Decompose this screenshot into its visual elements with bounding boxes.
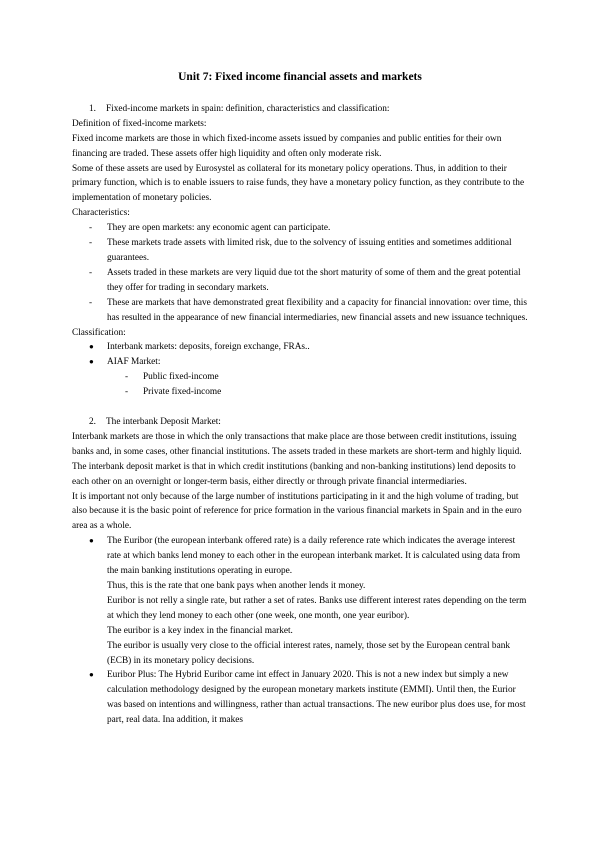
interbank-paragraph-3: It is important not only because of the large number of institutions participating in it and the high volume of trading, but also because it is the basic point of reference for price formation in the various financial markets in Spain and in the euro area as a whole. (72, 491, 522, 532)
section-2-number: 2. (89, 417, 96, 428)
interbank-paragraph-2: The interbank deposit market is that in which credit institutions (banking and non-banking institutions) lend deposits to each other on an overnight or longer-term basis, either directly or through private financial intermediaries. (72, 461, 516, 487)
dash-marker: - (89, 223, 93, 234)
list-item-text: AIAF Market: (107, 357, 161, 368)
interbank-paragraph-1: Interbank markets are those in which the only transactions that make place are those between credit institutions, issuing banks and, in some cases, other financial institutions. The assets traded in these markets are short-term and highly liquid. (72, 431, 522, 457)
list-item (72, 266, 528, 296)
section-2 (72, 415, 528, 728)
list-item (72, 296, 528, 326)
section-1-number: 1. (89, 103, 96, 114)
list-item (72, 370, 528, 385)
section-1 (72, 102, 528, 400)
characteristics-label: Characteristics: (72, 208, 130, 219)
list-item-text: Private fixed-income (143, 387, 222, 398)
list-item (72, 221, 528, 236)
list-item-text: Interbank markets: deposits, foreign exchange, FRAs.. (107, 342, 310, 353)
list-item-text: These markets trade assets with limited risk, due to the solvency of issuing entities and sometimes additional guarantees. (107, 238, 512, 263)
dash-marker: - (89, 297, 93, 308)
dash-marker: - (125, 387, 129, 398)
list-item (72, 355, 528, 370)
euribor-paragraph-2: Thus, this is the rate that one bank pays when another lends it money. (107, 581, 366, 591)
dash-marker: - (89, 238, 93, 249)
euribor-paragraph-4: The euribor is a key index in the financial market. (107, 625, 293, 636)
section-2-heading (72, 415, 528, 430)
euribor-paragraph-5: The euribor is usually very close to the official interest rates, namely, those set by the European central bank (ECB) in its monetary policy decisions. (107, 640, 510, 666)
spacer (72, 400, 528, 415)
list-item-text: Assets traded in these markets are very liquid due tot the short maturity of some of them and the great potential they offer for trading in secondary markets. (107, 267, 521, 293)
bullet-marker: ● (89, 536, 94, 546)
list-item-text: These are markets that have demonstrated great flexibility and a capacity for financial innovation: over time, this has resulted in the appearance of new financial intermediaries, new financial assets and new issuance techniques. (107, 297, 528, 323)
list-item-text: Public fixed-income (143, 372, 219, 383)
bullet-marker: ● (89, 670, 94, 680)
page-title: Unit 7: Fixed income financial assets and markets (178, 71, 422, 83)
euribor-list (72, 534, 528, 728)
bullet-marker: ● (89, 342, 94, 352)
aiaf-sub-list (72, 370, 528, 400)
list-item (72, 668, 528, 728)
list-item (72, 534, 528, 668)
definition-paragraph-1: Fixed income markets are those in which fixed-income assets issued by companies and public entities for their own financing are traded. These assets offer high liquidity and often only moderate risk. (72, 133, 502, 159)
dash-marker: - (125, 372, 129, 383)
list-item (72, 385, 528, 400)
definition-label: Definition of fixed-income markets: (72, 118, 207, 129)
euribor-paragraph-1: The Euribor (the european interbank offered rate) is a daily reference rate which indicates the average interest rate at which banks lend money to each other in the european interbank market. It is calculated using data from the main banking institutions operating in europe. (107, 536, 521, 577)
classification-list (72, 340, 528, 370)
characteristics-list (72, 221, 528, 325)
list-item (72, 340, 528, 355)
list-item (72, 236, 528, 266)
section-1-heading-text: Fixed-income markets in spain: definition, characteristics and classification: (106, 103, 390, 114)
section-2-heading-text: The interbank Deposit Market: (106, 417, 221, 428)
euribor-paragraph-3: Euribor is not relly a single rate, but rather a set of rates. Banks use different interest rates depending on the term at which they lend money to each other (one week, one month, one year euribor). (107, 595, 527, 621)
euribor-plus-paragraph: Euribor Plus: The Hybrid Euribor came int effect in January 2020. This is not a new index but simply a new calculation methodology designed by the european monetary markets institute (EMMI). Until then, the Eurior was based on intentions and willingness, rather than actual transactions. The new euribor plus does use, for most part, real data. Ina addition, it makes (107, 670, 526, 726)
definition-paragraph-2: Some of these assets are used by Eurosystel as collateral for its monetary policy operations. Thus, in addition to their primary function, which is to enable issuers to raise funds, they have a monetary policy function, as they contribute to the implementation of monetary policies. (72, 163, 525, 204)
section-1-heading (72, 102, 528, 117)
dash-marker: - (89, 267, 93, 278)
classification-label: Classification: (72, 327, 126, 338)
bullet-marker: ● (89, 357, 94, 367)
list-item-text: They are open markets: any economic agent can participate. (107, 223, 331, 234)
